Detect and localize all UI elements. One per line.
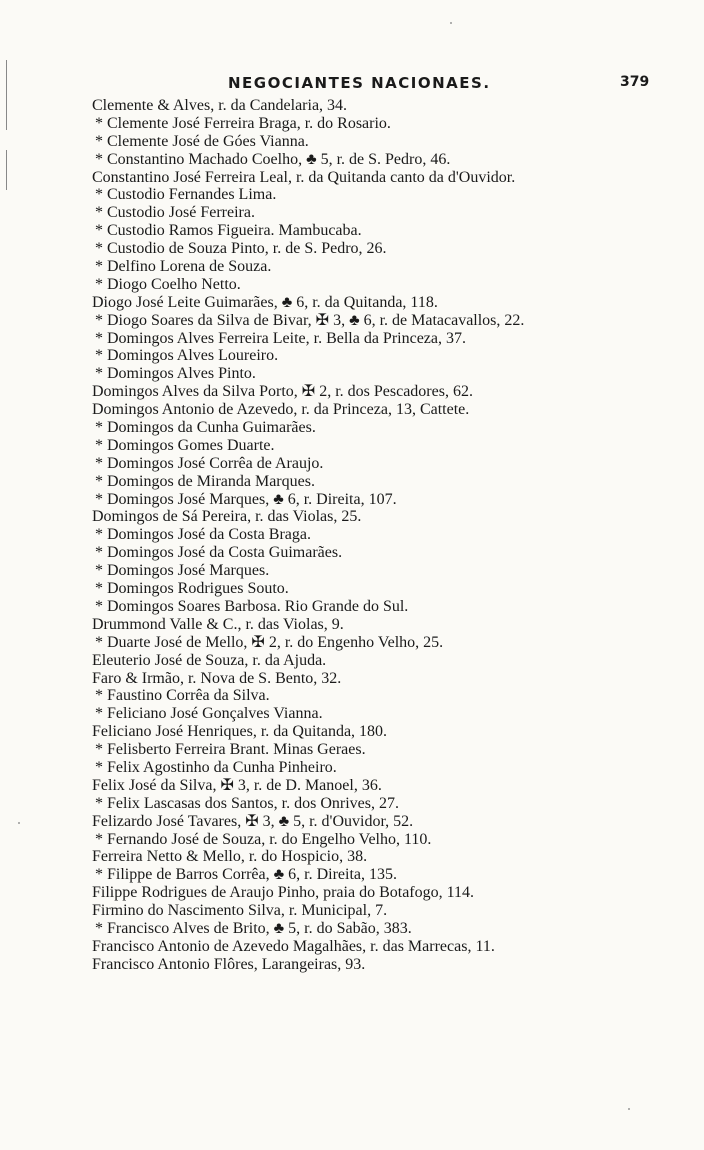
directory-entry: Feliciano José Henriques, r. da Quitanda, 180. <box>92 723 388 741</box>
directory-entry: * Domingos Gomes Duarte. <box>95 436 275 454</box>
directory-entry: * Domingos Rodrigues Souto. <box>95 580 289 598</box>
directory-list <box>92 97 672 974</box>
directory-entry: * Felisberto Ferreira Brant. Minas Geraes. <box>95 741 366 759</box>
directory-entry: * Francisco Alves de Brito, ♣ 5, r. do Sabão, 383. <box>95 919 412 937</box>
directory-entry: * Custodio de Souza Pinto, r. de S. Pedro, 26. <box>95 240 387 258</box>
directory-entry: * Feliciano José Gonçalves Vianna. <box>95 705 323 723</box>
directory-entry: * Domingos de Miranda Marques. <box>95 472 315 490</box>
directory-entry: * Faustino Corrêa da Silva. <box>95 687 270 705</box>
directory-entry: * Diogo Coelho Netto. <box>95 275 241 293</box>
paper-speck <box>18 822 20 824</box>
directory-entry: * Domingos da Cunha Guimarães. <box>95 419 316 437</box>
directory-entry: Constantino José Ferreira Leal, r. da Quitanda canto da d'Ouvidor. <box>92 168 516 186</box>
directory-entry: * Domingos Alves Loureiro. <box>95 347 279 365</box>
directory-entry: Felizardo José Tavares, ✠ 3, ♣ 5, r. d'Ouvidor, 52. <box>92 812 414 830</box>
directory-entry: Drummond Valle & C., r. das Violas, 9. <box>92 615 344 633</box>
directory-entry: * Filippe de Barros Corrêa, ♣ 6, r. Direita, 135. <box>95 866 397 884</box>
directory-entry: Firmino do Nascimento Silva, r. Municipal, 7. <box>92 902 388 920</box>
directory-entry: * Domingos José Corrêa de Araujo. <box>95 454 324 472</box>
directory-entry: * Duarte José de Mello, ✠ 2, r. do Engenho Velho, 25. <box>95 633 444 651</box>
directory-entry: * Felix Lascasas dos Santos, r. dos Onrives, 27. <box>95 794 399 812</box>
page-title: NEGOCIANTES NACIONAES. <box>228 74 491 92</box>
directory-entry: Diogo José Leite Guimarães, ♣ 6, r. da Quitanda, 118. <box>92 293 438 311</box>
directory-entry: Filippe Rodrigues de Araujo Pinho, praia do Botafogo, 114. <box>92 884 475 902</box>
directory-entry: * Domingos Alves Pinto. <box>95 365 256 383</box>
directory-entry: Clemente & Alves, r. da Candelaria, 34. <box>92 97 348 114</box>
paper-speck <box>628 1108 630 1110</box>
directory-entry: * Clemente José Ferreira Braga, r. do Rosario. <box>95 114 391 132</box>
page-edge-mark <box>6 150 7 190</box>
paper-speck <box>450 22 452 24</box>
directory-entry: * Delfino Lorena de Souza. <box>95 258 272 276</box>
directory-entry: * Constantino Machado Coelho, ♣ 5, r. de S. Pedro, 46. <box>95 150 451 168</box>
directory-entry: Francisco Antonio de Azevedo Magalhães, r. das Marrecas, 11. <box>92 937 495 955</box>
directory-entry: * Fernando José de Souza, r. do Engelho Velho, 110. <box>95 830 432 848</box>
directory-entry: * Custodio José Ferreira. <box>95 204 255 222</box>
directory-entry: * Diogo Soares da Silva de Bivar, ✠ 3, ♣ 6, r. de Matacavallos, 22. <box>95 311 525 329</box>
page-number: 379 <box>620 74 650 90</box>
directory-entry: Domingos de Sá Pereira, r. das Violas, 25. <box>92 508 362 526</box>
directory-entry: * Custodio Fernandes Lima. <box>95 186 277 204</box>
directory-entry: * Domingos José Marques. <box>95 562 270 580</box>
directory-entry: * Domingos José da Costa Braga. <box>95 526 311 544</box>
directory-entry: Eleuterio José de Souza, r. da Ajuda. <box>92 651 327 669</box>
directory-entry: Felix José da Silva, ✠ 3, r. de D. Manoel, 36. <box>92 776 382 794</box>
directory-entry: * Clemente José de Góes Vianna. <box>95 132 309 150</box>
directory-entry: * Domingos José da Costa Guimarães. <box>95 544 343 562</box>
directory-entry: Ferreira Netto & Mello, r. do Hospicio, 38. <box>92 848 368 866</box>
directory-entry: Domingos Alves da Silva Porto, ✠ 2, r. dos Pescadores, 62. <box>92 383 473 401</box>
directory-entry: Francisco Antonio Flôres, Larangeiras, 93. <box>92 955 366 973</box>
directory-entry: * Domingos Alves Ferreira Leite, r. Bella da Princeza, 37. <box>95 329 467 347</box>
directory-entry: * Custodio Ramos Figueira. Mambucaba. <box>95 222 362 240</box>
directory-entry: Faro & Irmão, r. Nova de S. Bento, 32. <box>92 669 342 687</box>
directory-entry: Domingos Antonio de Azevedo, r. da Princeza, 13, Cattete. <box>92 401 470 419</box>
directory-entry: * Domingos Soares Barbosa. Rio Grande do Sul. <box>95 597 409 615</box>
directory-entry: * Domingos José Marques, ♣ 6, r. Direita, 107. <box>95 490 397 508</box>
directory-entry: * Felix Agostinho da Cunha Pinheiro. <box>95 758 337 776</box>
